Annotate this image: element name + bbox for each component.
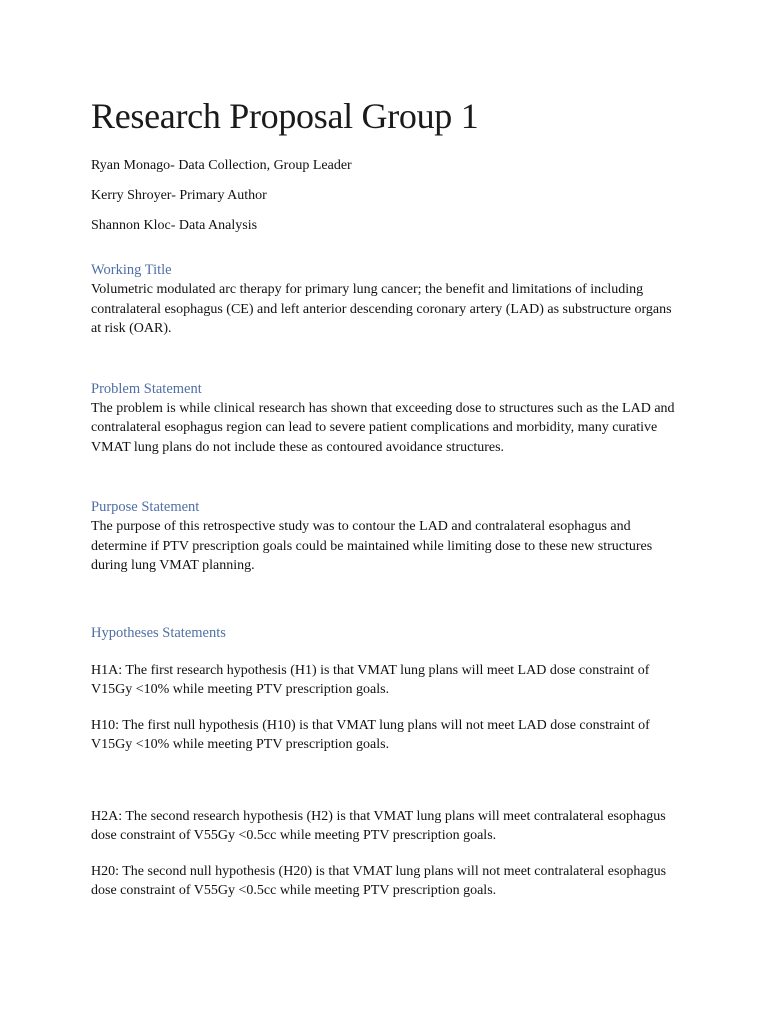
hypothesis-h2a: H2A: The second research hypothesis (H2) is that VMAT lung plans will meet contralateral esophagus dose constraint of V55Gy <0.5cc while meeting PTV prescription goals. xyxy=(91,808,666,843)
purpose-statement-body: The purpose of this retrospective study was to contour the LAD and contralateral esophagus and determine if PTV prescription goals could be maintained while limiting dose to these new structures during lung VMAT planning. xyxy=(91,519,653,573)
hypothesis-h20: H20: The second null hypothesis (H20) is that VMAT lung plans will not meet contralateral esophagus dose constraint of V55Gy <0.5cc while meeting PTV prescription goals. xyxy=(91,863,667,898)
hypothesis-h1a: H1A: The first research hypothesis (H1) is that VMAT lung plans will meet LAD dose constraint of V15Gy <10% while meeting PTV prescription goals. xyxy=(91,662,650,697)
purpose-statement-heading: Purpose Statement xyxy=(91,499,200,515)
member-kerry-shroyer: Kerry Shroyer- Primary Author xyxy=(91,188,267,203)
problem-statement-heading: Problem Statement xyxy=(91,380,202,397)
hypothesis-h10: H10: The first null hypothesis (H10) is that VMAT lung plans will not meet LAD dose constraint of V15Gy <10% while meeting PTV prescription goals. xyxy=(91,717,650,752)
member-shannon-kloc: Shannon Kloc- Data Analysis xyxy=(91,218,258,233)
working-title-body: Volumetric modulated arc therapy for primary lung cancer; the benefit and limitations of including contralateral esophagus (CE) and left anterior descending coronary artery (LAD) as substructure organs at risk (OAR). xyxy=(91,282,672,336)
problem-statement-body: The problem is while clinical research has shown that exceeding dose to structures such as the LAD and contralateral esophagus region can lead to severe patient complications and morbidity, many curative VMAT lung plans do not include these as contoured avoidance structures. xyxy=(91,400,675,455)
member-ryan-monago: Ryan Monago- Data Collection, Group Leader xyxy=(91,158,352,173)
hypotheses-heading: Hypotheses Statements xyxy=(91,624,226,641)
document-title: Research Proposal Group 1 xyxy=(91,96,479,136)
document-page xyxy=(91,94,691,901)
working-title-heading: Working Title xyxy=(91,262,172,278)
